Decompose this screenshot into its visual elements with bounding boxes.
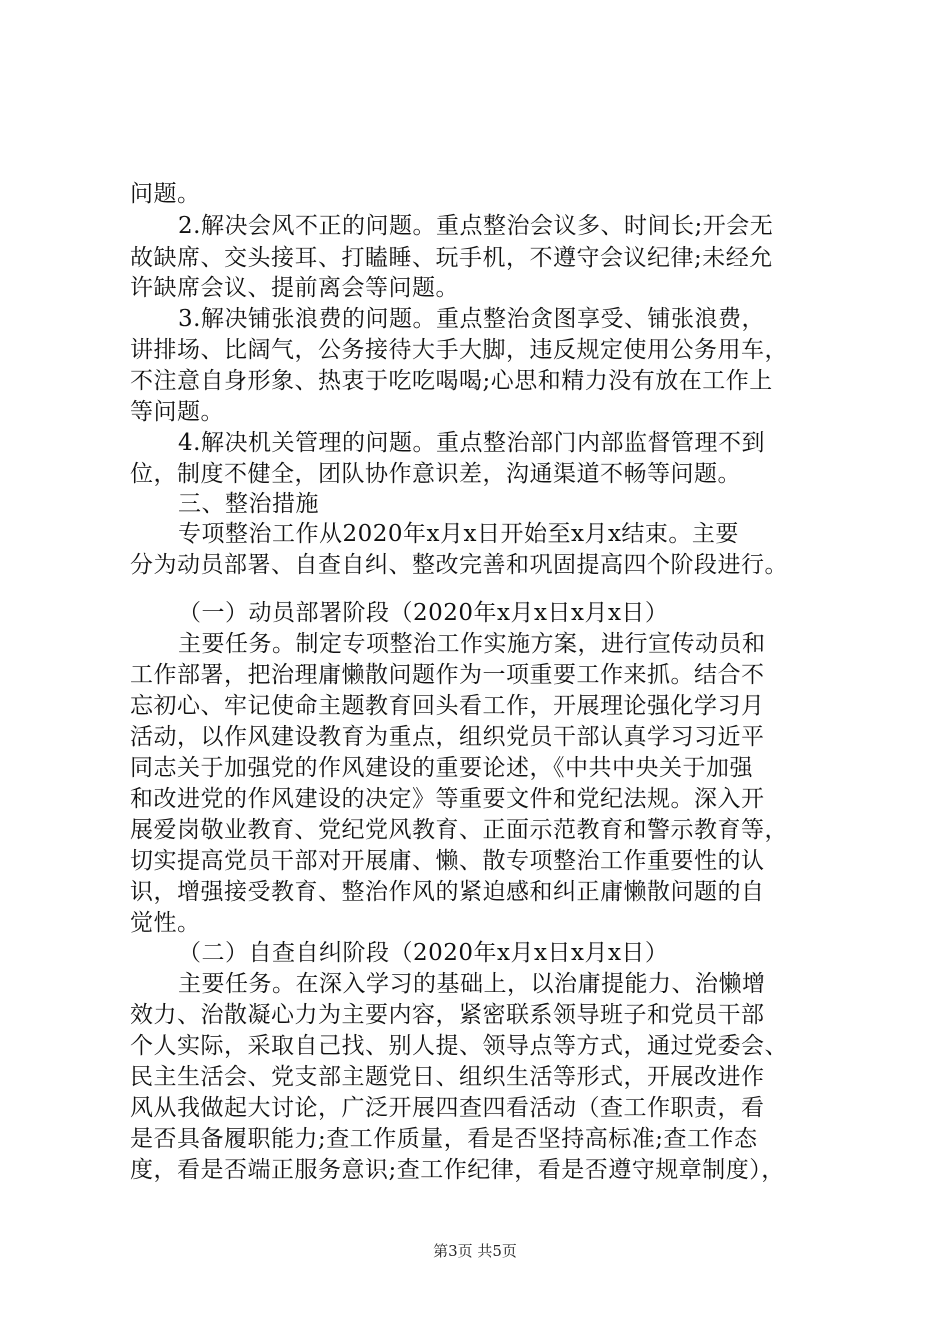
text-line: 忘初心、牢记使命主题教育回头看工作，开展理论强化学习月 — [130, 693, 765, 719]
text-line: 问题。 — [130, 181, 201, 207]
subsection-heading: （二）自查自纠阶段（2020年x月x日x月x日） — [178, 940, 669, 966]
page-number: 第3页 共5页 — [433, 1242, 517, 1260]
text-line: 专项整治工作从2020年x月x日开始至x月x结束。主要 — [178, 521, 739, 547]
text-line: 是否具备履职能力;查工作质量，看是否坚持高标准;查工作态 — [130, 1126, 758, 1152]
text-line: 识，增强接受教育、整治作风的紧迫感和纠正庸懒散问题的自 — [130, 879, 765, 905]
text-line: 展爱岗敬业教育、党纪党风教育、正面示范教育和警示教育等， — [130, 817, 788, 843]
text-line: 故缺席、交头接耳、打瞌睡、玩手机，不遵守会议纪律;未经允 — [130, 245, 773, 271]
text-line: 讲排场、比阔气，公务接待大手大脚，违反规定使用公务用车， — [130, 337, 788, 363]
text-line: 位，制度不健全，团队协作意识差，沟通渠道不畅等问题。 — [130, 461, 741, 487]
text-line: 觉性。 — [130, 910, 201, 936]
text-line: 4.解决机关管理的问题。重点整治部门内部监督管理不到 — [178, 430, 765, 456]
text-line: 2.解决会风不正的问题。重点整治会议多、时间长;开会无 — [178, 213, 774, 239]
text-line: 效力、治散凝心力为主要内容，紧密联系领导班子和党员干部 — [130, 1002, 765, 1028]
text-line: 等问题。 — [130, 399, 224, 425]
text-line: 主要任务。制定专项整治工作实施方案，进行宣传动员和 — [178, 631, 766, 657]
section-heading: 三、整治措施 — [178, 491, 319, 517]
text-line: 不注意自身形象、热衷于吃吃喝喝;心思和精力没有放在工作上 — [130, 368, 773, 394]
text-line: 许缺席会议、提前离会等问题。 — [130, 275, 459, 301]
text-line: 3.解决铺张浪费的问题。重点整治贪图享受、铺张浪费， — [178, 306, 765, 332]
text-line: 活动，以作风建设教育为重点，组织党员干部认真学习习近平 — [130, 724, 765, 750]
text-line: 风从我做起大讨论，广泛开展四查四看活动（查工作职责，看 — [130, 1095, 765, 1121]
subsection-heading: （一）动员部署阶段（2020年x月x日x月x日） — [178, 600, 669, 626]
text-line: 度，看是否端正服务意识;查工作纪律，看是否遵守规章制度）， — [130, 1157, 785, 1183]
text-line: 同志关于加强党的作风建设的重要论述，《中共中央关于加强 — [130, 755, 753, 781]
text-line: 个人实际，采取自己找、别人提、领导点等方式，通过党委会、 — [130, 1033, 788, 1059]
text-line: 工作部署，把治理庸懒散问题作为一项重要工作来抓。结合不 — [130, 662, 765, 688]
text-line: 分为动员部署、自查自纠、整改完善和巩固提高四个阶段进行。 — [130, 552, 788, 578]
text-line: 切实提高党员干部对开展庸、懒、散专项整治工作重要性的认 — [130, 848, 765, 874]
text-line: 民主生活会、党支部主题党日、组织生活等形式，开展改进作 — [130, 1064, 765, 1090]
text-line: 主要任务。在深入学习的基础上，以治庸提能力、治懒增 — [178, 971, 766, 997]
text-line: 和改进党的作风建设的决定》等重要文件和党纪法规。深入开 — [130, 786, 765, 812]
